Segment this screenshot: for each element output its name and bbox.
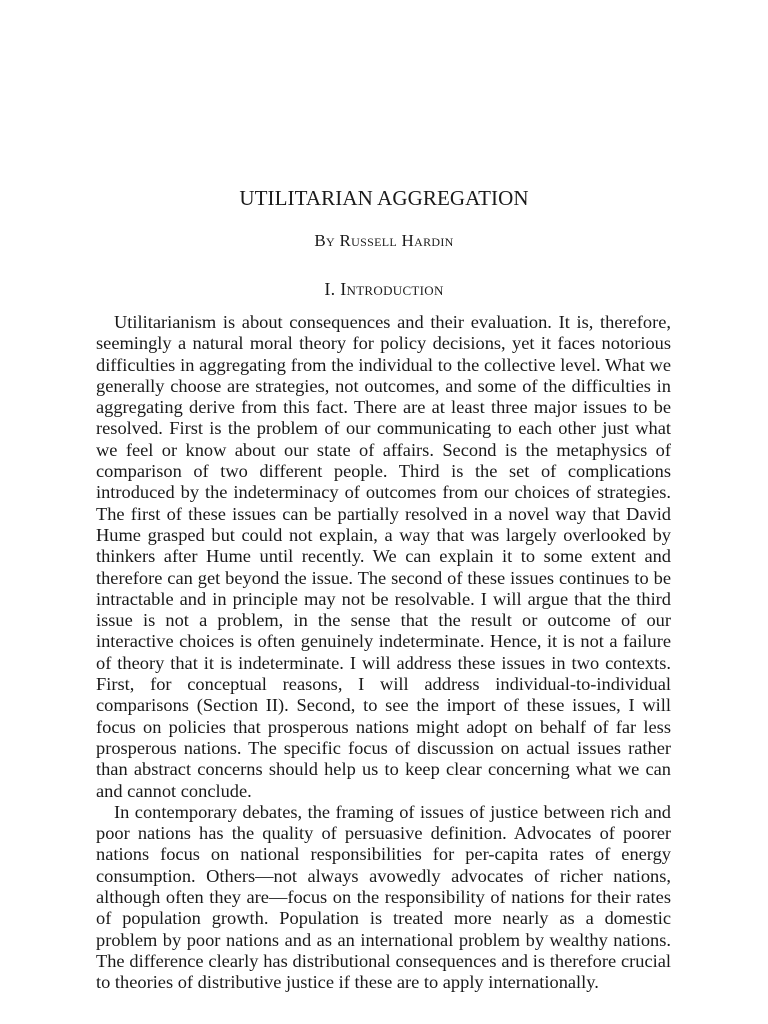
paragraph-2: In contemporary debates, the framing of issues of justice between rich and poor nations has the quality of persuasive definition. Advocates of poorer nations focus on national responsibilities for per-capita rates of energy consumption. Others—not always avowedly advocates of richer nations, although often they are—focus on the responsibility of nations for their rates of population growth. Population is treated more nearly as a domestic problem by poor nations and as an international problem by wealthy nations. The difference clearly has distributional consequences and is therefore crucial to theories of distributive justice if these are to apply internationally. xyxy=(96,801,671,993)
paragraph-1: Utilitarianism is about consequences and their evaluation. It is, therefore, seemingly a natural moral theory for policy decisions, yet it faces notorious difficulties in aggregating from the individual to the collective level. What we generally choose are strategies, not outcomes, and some of the difficulties in aggregating derive from this fact. There are at least three major issues to be resolved. First is the problem of our communicating to each other just what we feel or know about our state of affairs. Second is the metaphysics of comparison of two different people. Third is the set of complications introduced by the indeterminacy of outcomes from our choices of strategies. The first of these issues can be partially resolved in a novel way that David Hume grasped but could not explain, a way that was largely overlooked by thinkers after Hume until recently. We can explain it to some extent and therefore can get beyond the issue. The second of these issues continues to be intractable and in principle may not be resolvable. I will argue that the third issue is not a problem, in the sense that the result or outcome of our interactive choices is often genuinely indeterminate. Hence, it is not a failure of theory that it is indeterminate. I will address these issues in two contexts. First, for conceptual reasons, I will address individual-to-individual comparisons (Section II). Second, to see the import of these issues, I will focus on policies that prosperous nations might adopt on behalf of far less prosperous nations. The specific focus of discussion on actual issues rather than abstract concerns should help us to keep clear concerning what we can and cannot conclude. xyxy=(96,312,671,801)
section-heading: I. Introduction xyxy=(324,279,444,299)
article-title: UTILITARIAN AGGREGATION xyxy=(239,186,529,210)
body-text xyxy=(96,312,671,994)
author-byline: By Russell Hardin xyxy=(314,231,454,250)
